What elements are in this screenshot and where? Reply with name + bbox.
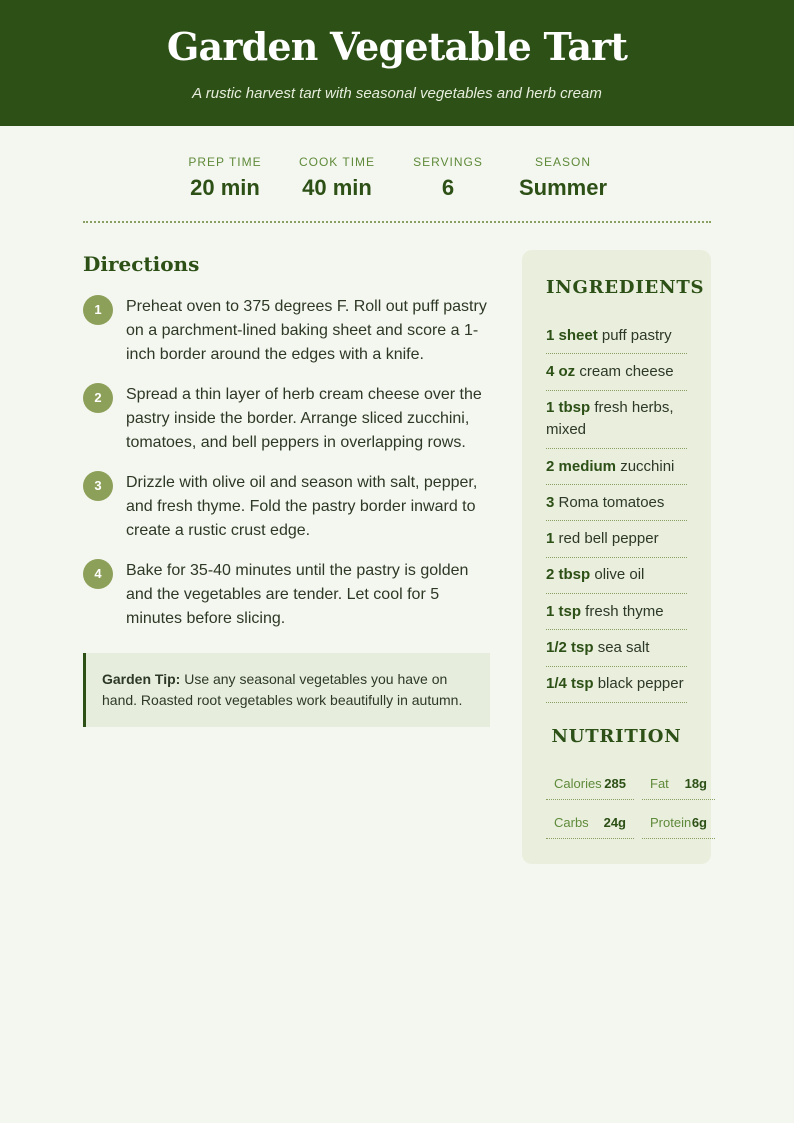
ingredient-name: puff pastry <box>597 327 672 344</box>
tip-text: Use any seasonal vegetables you have on hand. Roasted root vegetables work beautifully in autumn. <box>102 671 463 708</box>
meta-value: 6 <box>441 175 455 200</box>
ingredient-item <box>546 601 687 630</box>
meta-season <box>503 155 623 201</box>
ingredient-quantity: 2 medium <box>546 458 617 475</box>
ingredients-panel <box>522 250 711 864</box>
nutrition-label: Carbs <box>554 815 589 830</box>
ingredients-heading: INGREDIENTS <box>546 277 705 298</box>
ingredient-name: black pepper <box>593 675 684 692</box>
directions-heading: Directions <box>83 252 200 276</box>
ingredient-item <box>546 492 687 521</box>
meta-value: Summer <box>518 175 608 200</box>
meta-servings <box>388 155 508 201</box>
ingredient-name: cream cheese <box>575 363 674 380</box>
ingredient-quantity: 3 <box>546 494 555 511</box>
ingredient-name: red bell pepper <box>554 530 659 547</box>
section-divider <box>83 221 711 223</box>
ingredient-quantity: 1 tbsp <box>546 399 591 416</box>
recipe-subtitle: A rustic harvest tart with seasonal vegetables and herb cream <box>192 85 602 102</box>
ingredient-item <box>546 673 687 703</box>
ingredient-item <box>546 325 687 354</box>
ingredient-item <box>546 397 687 449</box>
ingredient-item <box>546 456 687 485</box>
ingredient-name: olive oil <box>590 566 645 583</box>
nutrition-label: Protein <box>650 815 692 830</box>
meta-value: 20 min <box>190 175 260 200</box>
nutrition-item-protein <box>642 807 715 839</box>
meta-label: COOK TIME <box>298 155 376 169</box>
ingredient-name: zucchini <box>616 458 675 475</box>
ingredient-quantity: 1 <box>546 530 555 547</box>
step-text: Drizzle with olive oil and season with salt, pepper, and fresh thyme. Fold the pastry border inward to create a rustic crust edge. <box>126 474 478 539</box>
ingredient-item <box>546 564 687 594</box>
step-text: Preheat oven to 375 degrees F. Roll out puff pastry on a parchment-lined baking sheet and score a 1-inch border around the edges with a knife. <box>126 298 487 363</box>
nutrition-value: 285 <box>604 776 626 791</box>
meta-cook-time <box>277 155 397 201</box>
meta-value: 40 min <box>302 175 372 200</box>
ingredient-item <box>546 361 687 391</box>
nutrition-value: 24g <box>603 815 626 830</box>
ingredient-name: fresh thyme <box>581 603 664 620</box>
ingredient-quantity: 1 tsp <box>546 603 582 620</box>
step-text: Bake for 35-40 minutes until the pastry is golden and the vegetables are tender. Let cool for 5 minutes before slicing. <box>126 562 469 627</box>
ingredient-quantity: 1/4 tsp <box>546 675 594 692</box>
garden-tip-callout <box>83 653 490 727</box>
step-number-badge: 4 <box>83 559 113 589</box>
ingredient-quantity: 1 sheet <box>546 327 598 344</box>
ingredient-quantity: 4 oz <box>546 363 576 380</box>
step-number-badge: 2 <box>83 383 113 413</box>
step-number-badge: 3 <box>83 471 113 501</box>
tip-label: Garden Tip: <box>102 671 181 687</box>
step-number-badge: 1 <box>83 295 113 325</box>
recipe-title: Garden Vegetable Tart <box>166 24 628 69</box>
meta-label: SEASON <box>534 155 591 169</box>
meta-label: PREP TIME <box>188 155 262 169</box>
ingredient-quantity: 1/2 tsp <box>546 639 594 656</box>
nutrition-heading: NUTRITION <box>551 726 682 747</box>
meta-prep-time <box>165 155 285 201</box>
nutrition-value: 6g <box>691 815 707 830</box>
step-text: Spread a thin layer of herb cream cheese over the pastry inside the border. Arrange sliced zucchini, tomatoes, and bell peppers in overlapping rows. <box>126 386 482 451</box>
ingredient-quantity: 2 tbsp <box>546 566 591 583</box>
ingredient-item <box>546 528 687 558</box>
page-header <box>0 0 794 126</box>
nutrition-label: Fat <box>650 776 669 791</box>
ingredient-name: Roma tomatoes <box>554 494 665 511</box>
ingredient-item <box>546 637 687 667</box>
nutrition-label: Calories <box>554 776 602 791</box>
nutrition-item-carbs <box>546 807 634 839</box>
nutrition-item-calories <box>546 768 634 800</box>
ingredient-name: fresh herbs, mixed <box>546 399 674 438</box>
nutrition-value: 18g <box>684 776 707 791</box>
meta-label: SERVINGS <box>413 155 483 169</box>
ingredient-name: sea salt <box>593 639 650 656</box>
nutrition-item-fat <box>642 768 715 800</box>
